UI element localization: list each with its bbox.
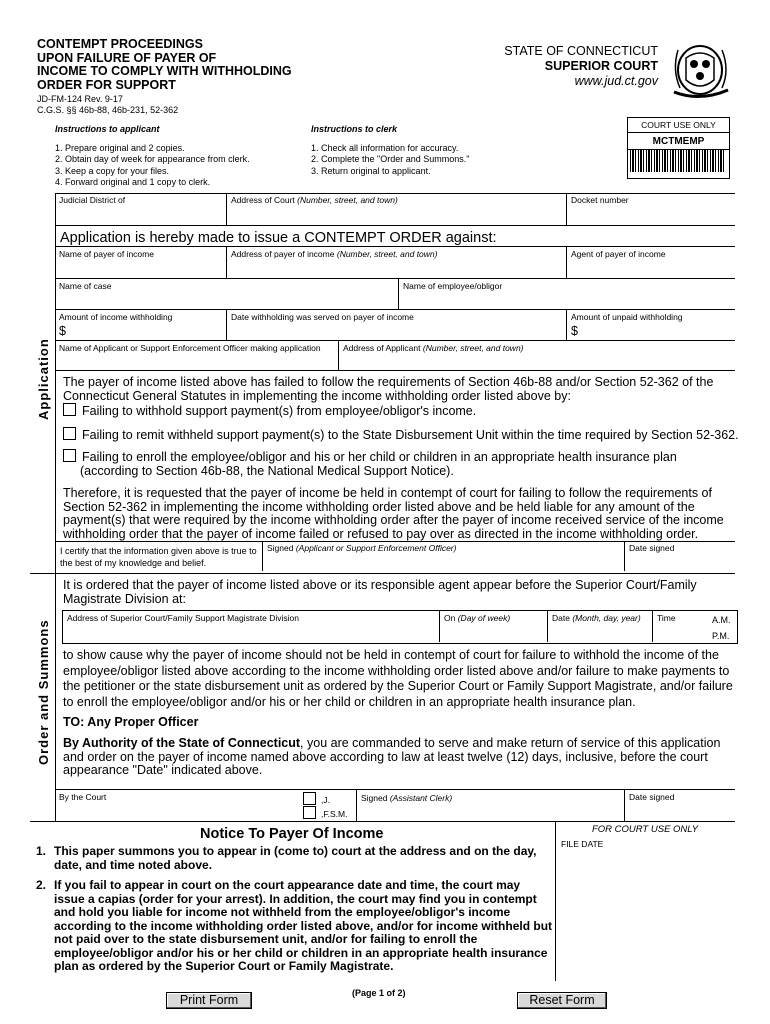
court-address-input[interactable] — [232, 207, 564, 223]
payer-name-input[interactable] — [60, 261, 224, 277]
certify-text: I certify that the information given above is true to the best of my knowledge and belief. — [60, 546, 257, 568]
reset-form-button[interactable]: Reset Form — [517, 992, 607, 1009]
applicant-name-input[interactable] — [60, 355, 336, 370]
clerk-signature-input[interactable] — [362, 805, 622, 820]
instruction-item: 3. Return original to applicant. — [311, 165, 431, 176]
label-hint: (Day of week) — [457, 613, 511, 623]
statutes: C.G.S. §§ 46b-88, 46b-231, 52-362 — [37, 105, 179, 115]
option-enroll — [63, 449, 700, 478]
divider — [262, 541, 263, 571]
date-signed-input[interactable] — [630, 555, 734, 570]
appearance-date-input[interactable] — [553, 625, 651, 640]
print-form-button[interactable]: Print Form — [166, 992, 252, 1009]
divider — [55, 193, 56, 575]
order-side-label: Order and Summons — [36, 619, 51, 765]
day-input[interactable] — [445, 625, 545, 640]
divider — [566, 309, 567, 340]
label-text: Address of Applicant — [343, 343, 421, 353]
divider — [356, 789, 357, 821]
label-text: Date — [552, 613, 570, 623]
label-text: Signed — [267, 543, 294, 553]
court-header — [504, 44, 658, 89]
divider — [55, 225, 735, 226]
served-date-input[interactable] — [232, 324, 564, 339]
applicant-name-label: Name of Applicant or Support Enforcement Officer making application — [59, 343, 321, 353]
divider — [652, 610, 653, 642]
case-name-input[interactable] — [60, 293, 396, 308]
employee-name-input[interactable] — [404, 293, 734, 308]
divider — [55, 789, 735, 790]
pm-label: P.M. — [712, 631, 730, 641]
instruction-item: 2. Complete the "Order and Summons." — [311, 154, 470, 164]
option-withhold — [63, 403, 733, 419]
therefore-paragraph: Therefore, it is requested that the payer of income be held in contempt of court for failing to follow the requirements of Section 52-362 in implementing the income withholding order listed above and be held liable for any amount of the payment(s) that were required by the income withholding order after the payer of income received service of the income withholding order that the payer of income failed or refused to pay over as directed in the income withholding order. — [63, 486, 724, 541]
agent-input[interactable] — [572, 261, 734, 277]
divider — [30, 573, 735, 574]
clerk-instructions — [311, 124, 551, 177]
judge-checkbox[interactable] — [303, 792, 316, 805]
court-address-label — [231, 195, 398, 205]
title-line: CONTEMPT PROCEEDINGS — [37, 37, 203, 51]
applicant-signature-label — [267, 543, 456, 553]
divider — [226, 246, 227, 278]
application-heading: Application is hereby made to issue a CONTEMPT ORDER against: — [60, 230, 497, 246]
agent-label: Agent of payer of income — [571, 249, 666, 259]
divider — [439, 610, 440, 642]
instructions-heading: Instructions to clerk — [311, 124, 398, 134]
judicial-district-label: Judicial District of — [59, 195, 126, 205]
notice-item-1: This paper summons you to appear in (come to) court at the address and on the day, date, and time noted above. — [54, 844, 537, 872]
judicial-district-input[interactable] — [60, 207, 224, 223]
divider — [55, 573, 56, 821]
order-text: It is ordered that the payer of income listed above or its responsible agent appear before the Superior Court/Family Magistrate Division at: — [63, 578, 697, 606]
failure-intro: The payer of income listed above has failed to follow the requirements of Section 46b-88 and/or Section 52-362 of the Connecticut General Statutes in implementing the income withholding order listed above by: — [63, 375, 714, 403]
docket-label: Docket number — [571, 195, 629, 205]
authority-rest: , you are commanded to serve and make return of service of this application and order on the payer of income named above according to law at least twelve (12) days, inclusive, before the court appearance "Date" indicated above. — [63, 736, 721, 777]
fsm-label: ,F.S.M. — [321, 809, 348, 819]
divider — [566, 193, 567, 225]
instructions-heading: Instructions to applicant — [55, 124, 160, 134]
form-title — [37, 38, 337, 92]
authority-bold: By Authority of the State of Connecticut — [63, 736, 301, 750]
clerk-signature-label — [361, 793, 452, 803]
order-date-signed-label: Date signed — [629, 792, 675, 802]
judge-label: ,J. — [321, 795, 330, 805]
title-line: ORDER FOR SUPPORT — [37, 77, 176, 92]
served-date-label: Date withholding was served on payer of income — [231, 312, 414, 322]
label-text: Signed — [361, 793, 388, 803]
form-number: JD-FM-124 Rev. 9-17 — [37, 94, 123, 104]
divider — [55, 193, 735, 194]
file-date-label: FILE DATE — [561, 839, 604, 849]
case-name-label: Name of case — [59, 281, 112, 291]
divider — [55, 340, 735, 341]
title-line: INCOME TO COMPLY WITH WITHHOLDING — [37, 64, 292, 78]
remit-checkbox[interactable] — [63, 427, 76, 440]
divider — [55, 309, 735, 310]
option-text: Failing to withhold support payment(s) from employee/obligor's income. — [82, 404, 477, 418]
appearance-address-label: Address of Superior Court/Family Support Magistrate Division — [67, 613, 299, 623]
instruction-item: 1. Prepare original and 2 copies. — [55, 142, 185, 153]
instruction-item: 1. Check all information for accuracy. — [311, 142, 459, 153]
application-side-label: Application — [36, 338, 51, 420]
fsm-checkbox[interactable] — [303, 806, 316, 819]
divider — [30, 821, 735, 822]
page-number: (Page 1 of 2) — [352, 988, 406, 998]
form-code: MCTMEMP — [628, 133, 729, 150]
payer-name-label: Name of payer of income — [59, 249, 154, 259]
order-date-signed-input[interactable] — [630, 805, 734, 820]
label-hint: (Applicant or Support Enforcement Officer) — [295, 543, 457, 553]
day-label — [444, 613, 510, 623]
for-court-use-label: FOR COURT USE ONLY — [591, 824, 699, 835]
divider — [624, 789, 625, 821]
notice-item-number: 2. — [36, 878, 47, 892]
divider — [55, 278, 735, 279]
dollar-sign: $ — [59, 324, 66, 338]
divider — [226, 193, 227, 225]
option-remit — [63, 427, 743, 443]
label-text: Address of payer of income — [231, 249, 335, 259]
appearance-date-label — [552, 613, 641, 623]
divider — [55, 370, 735, 371]
appearance-address-input[interactable] — [68, 625, 438, 640]
applicant-address-input[interactable] — [344, 355, 734, 370]
website: www.jud.ct.gov — [574, 74, 658, 88]
unpaid-amount-label: Amount of unpaid withholding — [571, 312, 683, 322]
court-use-label: COURT USE ONLY — [628, 118, 729, 133]
dollar-sign: $ — [571, 324, 578, 338]
option-text: Failing to remit withheld support payment(s) to the State Disbursement Unit within the time required by Section 52-362. — [82, 428, 739, 442]
show-cause-text: to show cause why the payer of income should not be held in contempt of court for failure to withhold the income of the employee/obligor listed above according to the income withholding order listed above and/or failure to make payments to the petitioner or the state disbursement unit as ordered by the Superior Court or Family Support Magistrate, and/or failure to enroll the employee/obligor and/or his or her child or children in an appropriate health insurance plan. — [63, 648, 733, 709]
divider — [55, 541, 735, 542]
notice-item-number: 1. — [36, 844, 47, 858]
applicant-address-label — [343, 343, 524, 353]
divider — [624, 541, 625, 571]
payer-address-input[interactable] — [232, 261, 564, 277]
docket-input[interactable] — [572, 207, 734, 223]
label-hint: (Number, street, and town) — [336, 249, 438, 259]
date-signed-label: Date signed — [629, 543, 675, 553]
title-line: UPON FAILURE OF PAYER OF — [37, 50, 217, 65]
state-name: STATE OF CONNECTICUT — [504, 44, 658, 58]
label-hint: (Assistant Clerk) — [389, 793, 453, 803]
label-hint: (Number, street, and town) — [422, 343, 524, 353]
notice-title: Notice To Payer Of Income — [200, 826, 384, 842]
by-court-label: By the Court — [59, 792, 107, 802]
option-text: Failing to enroll the employee/obligor and his or her child or children in an appropriate health insurance plan (according to Section 46b-88, the National Medical Support Notice). — [80, 450, 677, 478]
instruction-item: 3. Keep a copy for your files. — [55, 165, 170, 176]
form-meta — [37, 94, 178, 116]
state-seal-icon — [670, 40, 732, 100]
label-hint: (Month, day, year) — [572, 613, 641, 623]
instruction-item: 2. Obtain day of week for appearance from clerk. — [55, 154, 250, 164]
to-officer: TO: Any Proper Officer — [63, 715, 199, 729]
label-text: On — [444, 613, 456, 623]
enroll-checkbox[interactable] — [63, 449, 76, 462]
divider — [547, 610, 548, 642]
unpaid-amount-input[interactable] — [582, 324, 734, 339]
divider — [338, 340, 339, 370]
divider — [555, 821, 556, 981]
employee-name-label: Name of employee/obligor — [403, 281, 503, 291]
barcode — [630, 150, 726, 172]
label-text: Address of Court — [231, 195, 295, 205]
divider — [226, 309, 227, 340]
court-name: SUPERIOR COURT — [544, 59, 658, 73]
applicant-instructions — [55, 124, 295, 189]
divider — [398, 278, 399, 309]
withholding-amount-input[interactable] — [70, 324, 224, 339]
time-label: Time — [657, 613, 676, 623]
payer-address-label — [231, 249, 438, 259]
divider — [566, 246, 567, 278]
authority-text — [63, 737, 735, 778]
withhold-checkbox[interactable] — [63, 403, 76, 416]
withholding-amount-label: Amount of income withholding — [59, 312, 173, 322]
divider — [55, 246, 735, 247]
applicant-signature-input[interactable] — [268, 555, 622, 570]
am-label: A.M. — [712, 615, 731, 625]
notice-item-2: If you fail to appear in court on the court appearance date and time, the court may issue a capias (order for your arrest). In addition, the court may find you in contempt and hold you liable for income not withheld from the employee/obligor's income according to the income withholding order listed above, and/or for income withheld but not paid over to the state disbursement unit, and/or for failing to enroll the employee/obligor and/or his or her child or children in an appropriate health insurance plan as ordered by the Superior Court or Family Magistrate. — [54, 878, 553, 973]
instruction-item: 4. Forward original and 1 copy to clerk. — [55, 177, 211, 187]
label-hint: (Number, street, and town) — [297, 195, 398, 205]
